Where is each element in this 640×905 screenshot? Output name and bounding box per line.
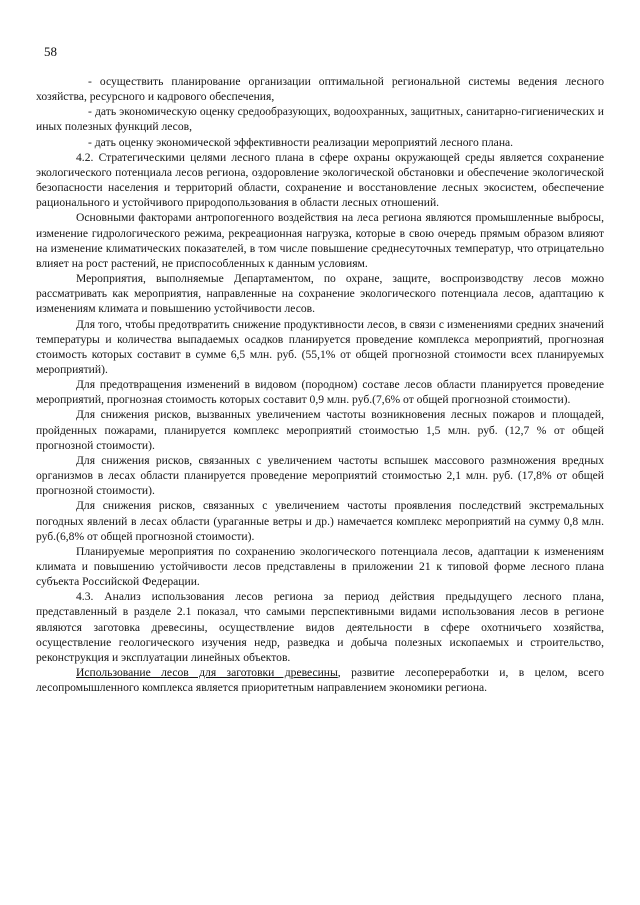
paragraph: Планируемые мероприятия по сохранению экологического потенциала лесов, адаптации к изменениям климата и повышению устойчивости лесов представлены в приложении 21 к типовой форме лесного плана субъекта Российской Федерации. bbox=[36, 544, 604, 589]
page-number: 58 bbox=[44, 44, 57, 59]
underlined-phrase: Использование лесов для заготовки древесины bbox=[76, 666, 338, 680]
list-item: - дать экономическую оценку средообразующих, водоохранных, защитных, санитарно-гигиенических и иных полезных функций лесов, bbox=[36, 105, 604, 134]
paragraph: Для того, чтобы предотвратить снижение продуктивности лесов, в связи с изменениями средних значений температуры и количества выпадаемых осадков планируется проведение комплекса мероприятий, прогнозная стоимость которых составит в сумме 6,5 млн. руб. (55,1% от общей прогнозной стоимости всех планируемых мероприятий). bbox=[36, 317, 604, 376]
paragraph: 4.2. Стратегическими целями лесного плана в сфере охраны окружающей среды является сохранение экологического потенциала лесов региона, оздоровление экологической обстановки и обеспечение экологической безопасности населения и территорий области, сохранение и восстановление лесных экосистем, обеспечение рационального и устойчивого природопользования в области лесных отношений. bbox=[36, 150, 604, 210]
paragraph bbox=[36, 665, 604, 695]
paragraph: Для снижения рисков, связанных с увеличением частоты вспышек массового размножения вредных организмов в лесах области планируется проведение мероприятий стоимостью 2,1 млн. руб. (17,8% от общей прогнозной стоимости). bbox=[36, 453, 604, 498]
paragraph: 4.3. Анализ использования лесов региона за период действия предыдущего лесного плана, представленный в разделе 2.1 показал, что самыми перспективными видами использования лесов в регионе являются заготовка древесины, осуществление видов деятельности в сфере охотничьего хозяйства, осуществление геологического изучения недр, разведка и добыча полезных ископаемых и строительство, реконструкция и эксплуатации линейных объектов. bbox=[36, 590, 604, 664]
document-body bbox=[36, 74, 604, 695]
paragraph: Основными факторами антропогенного воздействия на леса региона являются промышленные выбросы, изменение гидрологического режима, рекреационная нагрузка, которые в свою очередь прямым образом влияют на изменение климатических показателей, в том числе повышение среднесуточных температур, что отрицательно влияет на рост растений, не приспособленных к данным условиям. bbox=[36, 211, 604, 270]
paragraph-continuation: , развитие лесопереработки и, в целом, всего лесопромышленного комплекса является приоритетным направлением экономики региона. bbox=[36, 666, 604, 695]
list-item: - дать оценку экономической эффективности реализации мероприятий лесного плана. bbox=[88, 135, 514, 149]
paragraph: Для снижения рисков, связанных с увеличением частоты проявления последствий экстремальных погодных явлений в лесах области (ураганные ветры и др.) намечается комплекс мероприятий на сумму 0,8 млн. руб.(6,8% от общей прогнозной стоимости). bbox=[36, 499, 604, 543]
list-item: - осуществить планирование организации оптимальной региональной системы ведения лесного хозяйства, ресурсного и кадрового обеспечения, bbox=[36, 75, 604, 104]
paragraph: Мероприятия, выполняемые Департаментом, по охране, защите, воспроизводству лесов можно рассматривать как мероприятия, направленные на сохранение экологического потенциала лесов, адаптацию к изменениям климата и повышению устойчивости лесов. bbox=[36, 272, 604, 316]
paragraph: Для снижения рисков, вызванных увеличением частоты возникновения лесных пожаров и площадей, пройденных пожарами, планируется комплекс мероприятий стоимостью 1,5 млн. руб. (12,7 % от общей прогнозной стоимости). bbox=[36, 408, 604, 452]
paragraph: Для предотвращения изменений в видовом (породном) составе лесов области планируется проведение мероприятий, прогнозная стоимость которых составит 0,9 млн. руб.(7,6% от общей прогнозной стоимости). bbox=[36, 378, 604, 407]
